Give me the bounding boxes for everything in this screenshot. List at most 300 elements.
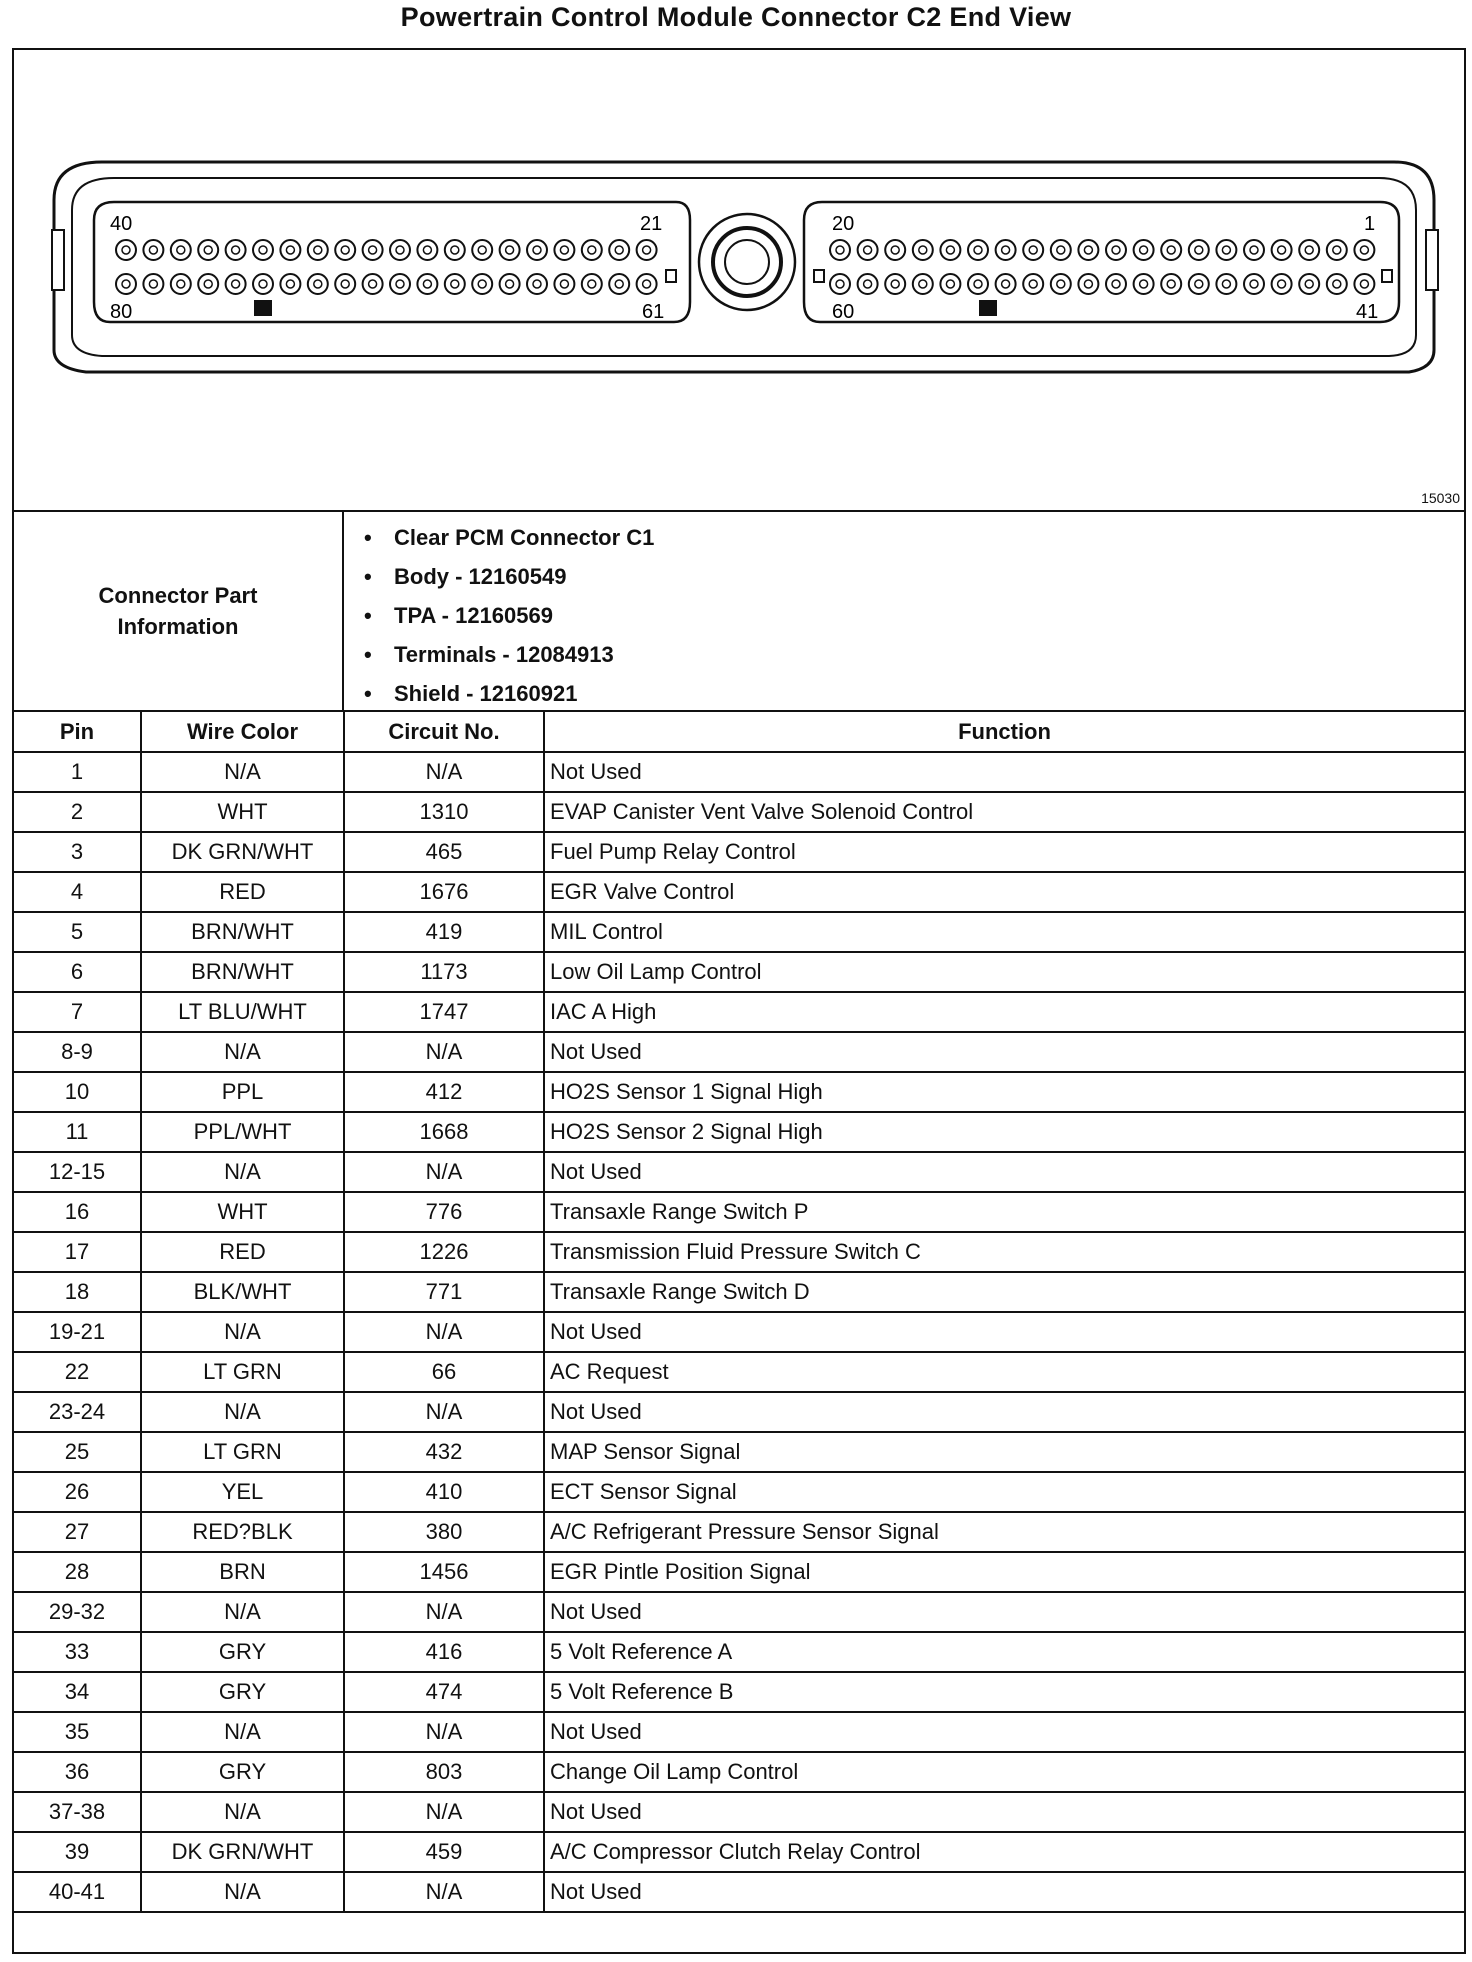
bullet-icon: • [364,564,372,589]
cell-wire-color: DK GRN/WHT [141,1832,344,1872]
cell-pin: 29-32 [14,1592,141,1632]
connector-pin-socket [314,280,322,288]
connector-pin-socket [615,246,623,254]
connector-pin [858,240,878,260]
cell-wire-color: N/A [141,1392,344,1432]
connector-pin [1161,274,1181,294]
cell-circuit-no: 459 [344,1832,544,1872]
right-latch [1426,230,1438,290]
cell-function: IAC A High [544,992,1464,1032]
connector-pin [582,274,602,294]
cell-pin: 23-24 [14,1392,141,1432]
connector-pin [253,274,273,294]
connector-pin [308,240,328,260]
cell-wire-color: BRN/WHT [141,952,344,992]
right-tab [814,270,824,282]
connector-pin-socket [204,246,212,254]
cell-function: EGR Pintle Position Signal [544,1552,1464,1592]
connector-pin-socket [232,246,240,254]
connector-pin [226,240,246,260]
connector-pin [1051,274,1071,294]
label-pin-21: 21 [640,213,663,235]
connector-pin-socket [122,280,130,288]
connector-pin [830,240,850,260]
cell-wire-color: BRN/WHT [141,912,344,952]
cell-circuit-no: N/A [344,1392,544,1432]
cell-circuit-no: 1173 [344,952,544,992]
cell-function: Change Oil Lamp Control [544,1752,1464,1792]
cell-circuit-no: 474 [344,1672,544,1712]
connector-pin-socket [560,246,568,254]
cell-pin: 33 [14,1632,141,1672]
cell-wire-color: GRY [141,1752,344,1792]
connector-pin [913,240,933,260]
connector-pin [226,274,246,294]
connector-pin-socket [919,280,927,288]
connector-pin-socket [149,246,157,254]
connector-pin [1023,240,1043,260]
cell-circuit-no: N/A [344,1792,544,1832]
table-row [14,1512,1464,1552]
right-key [979,300,997,316]
connector-pin [116,240,136,260]
table-row [14,992,1464,1032]
connector-pin-socket [836,280,844,288]
cell-pin: 12-15 [14,1152,141,1192]
cell-circuit-no: 776 [344,1192,544,1232]
cell-function: Not Used [544,1032,1464,1072]
cell-pin: 19-21 [14,1312,141,1352]
connector-pin-socket [946,246,954,254]
left-latch [52,230,64,290]
connector-pin [500,274,520,294]
connector-pin-socket [1029,280,1037,288]
connector-pin-socket [451,246,459,254]
cell-function: Not Used [544,1392,1464,1432]
cell-function: EVAP Canister Vent Valve Solenoid Control [544,792,1464,832]
table-row [14,912,1464,952]
cell-circuit-no: 410 [344,1472,544,1512]
cell-wire-color: N/A [141,1792,344,1832]
cell-circuit-no: 1747 [344,992,544,1032]
connector-pin-socket [122,246,130,254]
connector-pin-socket [1278,280,1286,288]
connector-pin [198,240,218,260]
cell-function: ECT Sensor Signal [544,1472,1464,1512]
connector-pin-socket [1222,280,1230,288]
cell-pin: 18 [14,1272,141,1312]
cell-function: Not Used [544,752,1464,792]
cell-wire-color: WHT [141,792,344,832]
connector-pin-socket [1222,246,1230,254]
cell-function: Transmission Fluid Pressure Switch C [544,1232,1464,1272]
document-frame [12,48,1466,1954]
connector-pin [171,274,191,294]
cell-wire-color: RED?BLK [141,1512,344,1552]
header-pin: Pin [14,712,141,752]
connector-pin [940,274,960,294]
table-row [14,752,1464,792]
part-info-item: • Shield - 12160921 [364,674,654,713]
connector-pin [363,274,383,294]
cell-circuit-no: 419 [344,912,544,952]
part-info-label [14,512,344,710]
cell-pin: 7 [14,992,141,1032]
connector-pin-socket [478,246,486,254]
connector-pin [1216,274,1236,294]
cell-circuit-no: 412 [344,1072,544,1112]
table-row [14,1152,1464,1192]
cell-circuit-no: 1226 [344,1232,544,1272]
connector-pin [858,274,878,294]
cell-circuit-no: 432 [344,1432,544,1472]
connector-pin [253,240,273,260]
connector-pin [1299,240,1319,260]
connector-pin-socket [451,280,459,288]
cell-function: AC Request [544,1352,1464,1392]
cell-circuit-no: 416 [344,1632,544,1672]
cell-wire-color: BRN [141,1552,344,1592]
cell-function: Transaxle Range Switch D [544,1272,1464,1312]
cell-wire-color: LT BLU/WHT [141,992,344,1032]
cell-pin: 4 [14,872,141,912]
table-row [14,1872,1464,1912]
cell-circuit-no: 1676 [344,872,544,912]
cell-pin: 10 [14,1072,141,1112]
connector-pin-socket [1333,246,1341,254]
cell-circuit-no: N/A [344,1592,544,1632]
cell-pin: 17 [14,1232,141,1272]
connector-pin-socket [919,246,927,254]
connector-pin [527,240,547,260]
table-row [14,872,1464,912]
cell-function: A/C Compressor Clutch Relay Control [544,1832,1464,1872]
cell-pin: 28 [14,1552,141,1592]
connector-pin [472,240,492,260]
connector-pin [554,240,574,260]
cell-pin: 2 [14,792,141,832]
connector-pin [968,274,988,294]
connector-pin [1189,240,1209,260]
connector-pin-socket [946,280,954,288]
connector-pin [582,240,602,260]
connector-pin-socket [1057,246,1065,254]
connector-diagram [14,50,1464,512]
connector-pin-socket [1057,280,1065,288]
connector-pin-socket [891,246,899,254]
table-row [14,1352,1464,1392]
table-row [14,1232,1464,1272]
cell-function: HO2S Sensor 2 Signal High [544,1112,1464,1152]
connector-pin-socket [864,280,872,288]
connector-pin [996,274,1016,294]
connector-pin-socket [615,280,623,288]
part-info-item: • TPA - 12160569 [364,596,654,635]
cell-wire-color: N/A [141,1872,344,1912]
cell-circuit-no: N/A [344,752,544,792]
connector-pin-socket [232,280,240,288]
cell-function: HO2S Sensor 1 Signal High [544,1072,1464,1112]
connector-pin [445,274,465,294]
connector-pin-socket [1140,246,1148,254]
table-row [14,1592,1464,1632]
connector-pin [968,240,988,260]
right-pin-cavity [804,202,1399,322]
cell-circuit-no: 1456 [344,1552,544,1592]
connector-pin-socket [643,246,651,254]
connector-pin-socket [177,246,185,254]
header-function: Function [544,712,1464,752]
part-info-label-line2: Information [117,614,239,639]
table-row [14,1192,1464,1232]
cell-pin: 6 [14,952,141,992]
connector-pin [1134,240,1154,260]
table-header-row [14,712,1464,752]
connector-pin [527,274,547,294]
cell-wire-color: GRY [141,1632,344,1672]
connector-pin-socket [1360,246,1368,254]
connector-pin [280,240,300,260]
connector-pin-socket [506,246,514,254]
connector-pin [554,274,574,294]
part-info-item: • Terminals - 12084913 [364,635,654,674]
connector-pin-socket [1167,246,1175,254]
cell-function: 5 Volt Reference B [544,1672,1464,1712]
connector-pin [1106,274,1126,294]
connector-pin [1189,274,1209,294]
table-row [14,1632,1464,1672]
connector-pin [143,240,163,260]
connector-pin [1023,274,1043,294]
connector-pin-socket [1112,246,1120,254]
cell-wire-color: LT GRN [141,1352,344,1392]
connector-pin [1354,240,1374,260]
cell-function: Fuel Pump Relay Control [544,832,1464,872]
connector-pin [1106,240,1126,260]
connector-housing [54,162,1434,372]
connector-pin-socket [560,280,568,288]
cell-pin: 27 [14,1512,141,1552]
connector-pin [417,274,437,294]
connector-pin-socket [836,246,844,254]
connector-pin-socket [1167,280,1175,288]
connector-pin-socket [177,280,185,288]
connector-pin [417,240,437,260]
connector-pin [308,274,328,294]
connector-pin [609,240,629,260]
cell-function: Low Oil Lamp Control [544,952,1464,992]
cell-pin: 3 [14,832,141,872]
connector-pin [913,274,933,294]
part-info-label-line1: Connector Part [98,583,258,608]
table-row [14,952,1464,992]
table-row [14,1432,1464,1472]
connector-pin [637,240,657,260]
connector-pin-socket [1360,280,1368,288]
cell-wire-color: PPL/WHT [141,1112,344,1152]
cell-pin: 40-41 [14,1872,141,1912]
bullet-icon: • [364,642,372,667]
label-pin-80: 80 [110,301,133,323]
cell-function: Not Used [544,1792,1464,1832]
part-info-item: • Body - 12160549 [364,557,654,596]
label-pin-1: 1 [1364,213,1376,235]
cell-circuit-no: N/A [344,1032,544,1072]
connector-pin [1299,274,1319,294]
cell-circuit-no: N/A [344,1312,544,1352]
connector-pin-socket [588,280,596,288]
connector-pin [500,240,520,260]
table-row [14,1032,1464,1072]
cell-pin: 34 [14,1672,141,1712]
connector-pin-socket [974,280,982,288]
cell-wire-color: RED [141,1232,344,1272]
connector-part-information [14,512,1464,712]
cell-function: Not Used [544,1592,1464,1632]
cell-wire-color: GRY [141,1672,344,1712]
connector-pin [1327,274,1347,294]
connector-pin-socket [1278,246,1286,254]
connector-pin-socket [1002,280,1010,288]
cell-wire-color: N/A [141,752,344,792]
connector-pin [390,274,410,294]
figure-number: 15030 [1421,490,1460,506]
cell-function: Not Used [544,1712,1464,1752]
left-pin-cavity [94,202,690,322]
cell-wire-color: YEL [141,1472,344,1512]
cell-wire-color: N/A [141,1592,344,1632]
cell-pin: 26 [14,1472,141,1512]
cell-circuit-no: N/A [344,1872,544,1912]
table-row [14,1552,1464,1592]
cell-wire-color: RED [141,872,344,912]
connector-pin [1134,274,1154,294]
table-row [14,1672,1464,1712]
connector-pin [1272,240,1292,260]
table-row [14,1752,1464,1792]
header-circuit-no: Circuit No. [344,712,544,752]
label-pin-20: 20 [832,213,855,235]
connector-pin-socket [423,246,431,254]
connector-pin [1078,274,1098,294]
cell-circuit-no: 771 [344,1272,544,1312]
connector-pin [830,274,850,294]
cell-circuit-no: 1310 [344,792,544,832]
cell-wire-color: DK GRN/WHT [141,832,344,872]
cell-function: 5 Volt Reference A [544,1632,1464,1672]
connector-pin [996,240,1016,260]
table-row [14,1272,1464,1312]
cell-circuit-no: 66 [344,1352,544,1392]
connector-pin-socket [506,280,514,288]
table-row [14,1112,1464,1152]
connector-pin-socket [1112,280,1120,288]
center-bolt-ring [713,228,781,296]
connector-pin-socket [369,246,377,254]
connector-pin-socket [369,280,377,288]
cell-wire-color: N/A [141,1312,344,1352]
cell-wire-color: N/A [141,1152,344,1192]
bullet-icon: • [364,681,372,706]
cell-pin: 22 [14,1352,141,1392]
part-info-item: • Clear PCM Connector C1 [364,518,654,557]
connector-pin-socket [864,246,872,254]
connector-pin [280,274,300,294]
connector-pin-socket [286,280,294,288]
connector-pin-socket [314,246,322,254]
connector-end-view [14,50,1464,510]
connector-pin [143,274,163,294]
connector-pin-socket [1084,280,1092,288]
bullet-icon: • [364,525,372,550]
cell-function: A/C Refrigerant Pressure Sensor Signal [544,1512,1464,1552]
table-row [14,792,1464,832]
cell-circuit-no: 465 [344,832,544,872]
connector-pin-socket [259,246,267,254]
cell-wire-color: BLK/WHT [141,1272,344,1312]
cell-pin: 16 [14,1192,141,1232]
connector-pin-socket [1305,246,1313,254]
connector-pin [1051,240,1071,260]
connector-pin-socket [149,280,157,288]
connector-pin [335,274,355,294]
cell-pin: 5 [14,912,141,952]
connector-pin-socket [1333,280,1341,288]
connector-pin [363,240,383,260]
cell-pin: 25 [14,1432,141,1472]
pin-table-body [14,752,1464,1912]
connector-pin-socket [396,246,404,254]
connector-pin [1078,240,1098,260]
connector-pin-socket [1084,246,1092,254]
label-pin-41: 41 [1356,301,1379,323]
connector-pin-socket [974,246,982,254]
connector-pin-socket [396,280,404,288]
center-bolt [725,240,769,284]
table-row [14,1072,1464,1112]
cell-circuit-no: 1668 [344,1112,544,1152]
cell-pin: 11 [14,1112,141,1152]
label-pin-40: 40 [110,213,133,235]
connector-pin [335,240,355,260]
connector-pin [1216,240,1236,260]
page-title: Powertrain Control Module Connector C2 End View [400,2,1072,32]
connector-pin [1161,240,1181,260]
connector-pin-socket [259,280,267,288]
cell-circuit-no: N/A [344,1152,544,1192]
connector-pin [198,274,218,294]
cell-wire-color: N/A [141,1712,344,1752]
connector-pin-socket [1195,246,1203,254]
connector-pin-socket [588,246,596,254]
connector-pin-socket [891,280,899,288]
left-key [254,300,272,316]
connector-pin [1244,240,1264,260]
table-row [14,1392,1464,1432]
part-info-list [364,518,654,713]
connector-pin [1327,240,1347,260]
cell-pin: 8-9 [14,1032,141,1072]
connector-pin-socket [286,246,294,254]
cell-wire-color: PPL [141,1072,344,1112]
cell-circuit-no: N/A [344,1712,544,1752]
cell-pin: 1 [14,752,141,792]
connector-pin [116,274,136,294]
connector-pin-socket [1195,280,1203,288]
pin-table [14,712,1464,1913]
connector-pin [1354,274,1374,294]
connector-pin-socket [643,280,651,288]
